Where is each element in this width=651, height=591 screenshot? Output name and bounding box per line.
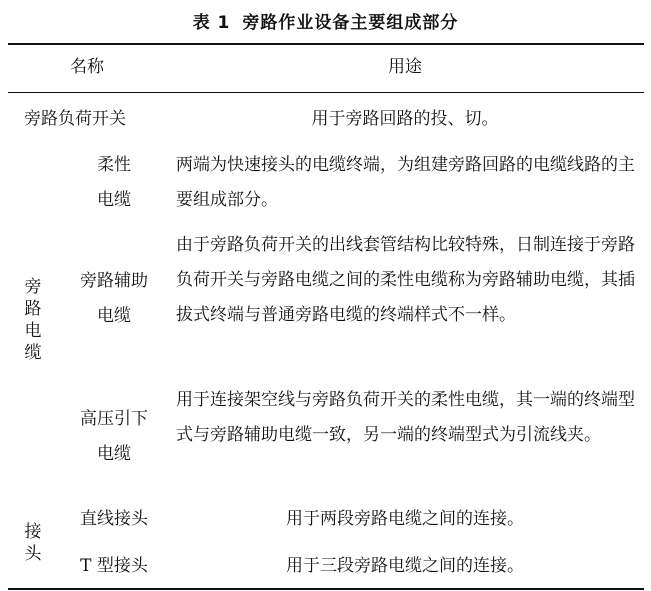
- table-title: 旁路作业设备主要组成部分: [242, 13, 459, 33]
- group-label-bypass-cable: 旁路电缆: [24, 277, 42, 363]
- group-label-joint: 接头: [24, 522, 42, 564]
- header-rule: [8, 92, 644, 93]
- row-hv-lead-name-2: 电缆: [97, 444, 131, 464]
- row-flexible-cable-name-1: 柔性: [97, 155, 131, 175]
- row-aux-cable-purpose: 由于旁路负荷开关的出线套管结构比较特殊，日制连接于旁路负荷开关与旁路电缆之间的柔性电缆称为旁路辅助电缆，其插拔式终端与普通旁路电缆的终端样式不一样。: [176, 235, 635, 325]
- header-name: 名称: [70, 57, 104, 77]
- row-aux-cable-name-2: 电缆: [97, 306, 131, 326]
- row-hv-lead-purpose: 用于连接架空线与旁路负荷开关的柔性电缆，其一端的终端型式与旁路辅助电缆一致，另一端的终端型式为引流线夹。: [176, 390, 635, 445]
- table-caption: [0, 8, 651, 33]
- row-hv-lead-name-1: 高压引下: [80, 409, 148, 429]
- row-t-joint-name: T 型接头: [80, 556, 148, 576]
- table-number: 表 1: [192, 13, 231, 33]
- row-t-joint-purpose: 用于三段旁路电缆之间的连接。: [286, 556, 524, 576]
- header-purpose: 用途: [388, 57, 422, 77]
- row-switch-name: 旁路负荷开关: [24, 109, 126, 129]
- row-flexible-cable-purpose: 两端为快速接头的电缆终端，为组建旁路回路的电缆线路的主要组成部分。: [176, 155, 635, 210]
- row-aux-cable-name-1: 旁路辅助: [80, 271, 148, 291]
- row-flexible-cable-name-2: 电缆: [97, 190, 131, 210]
- row-straight-joint-purpose: 用于两段旁路电缆之间的连接。: [286, 509, 524, 529]
- bottom-rule: [8, 588, 644, 590]
- row-switch-purpose: 用于旁路回路的投、切。: [311, 109, 499, 129]
- top-rule: [8, 43, 644, 45]
- row-straight-joint-name: 直线接头: [80, 509, 148, 529]
